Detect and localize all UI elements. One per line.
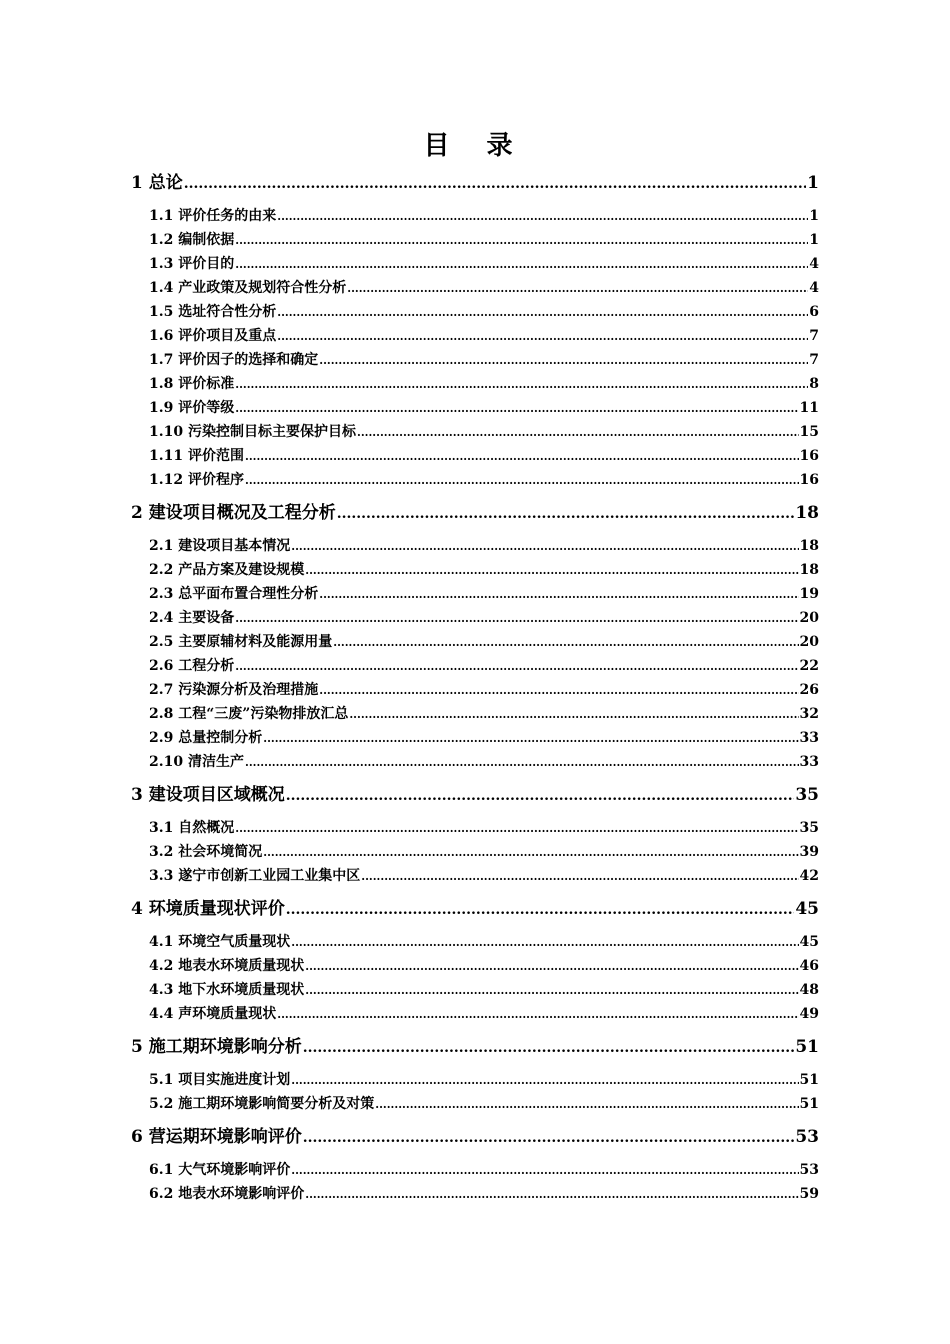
toc-chapter-entry[interactable] [131, 898, 819, 921]
toc-section-entry[interactable] [149, 680, 819, 701]
toc-entry-label: 5.2 施工期环境影响简要分析及对策 [149, 1096, 375, 1112]
toc-page-number: 18 [799, 562, 819, 578]
toc-dot-leader [245, 446, 799, 467]
toc-dot-leader [245, 752, 799, 773]
toc-entry-label: 1.2 编制依据 [149, 232, 235, 248]
toc-entry-label: 4.3 地下水环境质量现状 [149, 982, 305, 998]
toc-dot-leader [263, 728, 798, 749]
toc-page-number: 51 [799, 1072, 819, 1088]
toc-entry-label: 4 环境质量现状评价 [131, 899, 285, 919]
toc-page-number: 32 [799, 706, 819, 722]
toc-section-entry[interactable] [149, 752, 819, 773]
toc-entry-label: 1.8 评价标准 [149, 376, 235, 392]
toc-page-number: 22 [799, 658, 819, 674]
toc-page-number: 6 [809, 304, 819, 320]
toc-entry-label: 2.5 主要原辅材料及能源用量 [149, 634, 333, 650]
toc-page-number: 53 [799, 1162, 819, 1178]
toc-page-number: 7 [809, 352, 819, 368]
toc-page-number: 7 [809, 328, 819, 344]
toc-entry-label: 1.7 评价因子的选择和确定 [149, 352, 319, 368]
toc-section-entry[interactable] [149, 350, 819, 371]
toc-section-entry[interactable] [149, 632, 819, 653]
toc-dot-leader [245, 470, 799, 491]
toc-entry-label: 1.6 评价项目及重点 [149, 328, 277, 344]
toc-section-entry[interactable] [149, 1070, 819, 1091]
toc-page-number: 16 [799, 448, 819, 464]
toc-dot-leader [357, 422, 799, 443]
toc-entry-label: 1.10 污染控制目标主要保护目标 [149, 424, 356, 440]
toc-page-number: 49 [799, 1006, 819, 1022]
toc-entry-label: 6 营运期环境影响评价 [131, 1127, 302, 1147]
toc-dot-leader [286, 898, 795, 921]
toc-section-entry[interactable] [149, 374, 819, 395]
toc-page-number: 42 [799, 868, 819, 884]
toc-dot-leader [349, 704, 798, 725]
toc-entry-label: 1.12 评价程序 [149, 472, 244, 488]
toc-section-entry[interactable] [149, 842, 819, 863]
toc-chapter-entry[interactable] [131, 784, 819, 807]
toc-section-entry[interactable] [149, 656, 819, 677]
toc-section-entry[interactable] [149, 422, 819, 443]
toc-entry-label: 1.3 评价目的 [149, 256, 235, 272]
toc-entry-label: 2.6 工程分析 [149, 658, 235, 674]
toc-page-number: 8 [809, 376, 819, 392]
toc-page-number: 35 [799, 820, 819, 836]
toc-page-number: 46 [799, 958, 819, 974]
toc-dot-leader [337, 502, 795, 525]
toc-section-entry[interactable] [149, 254, 819, 275]
toc-section-entry[interactable] [149, 818, 819, 839]
toc-page-number: 16 [799, 472, 819, 488]
toc-dot-leader [291, 536, 798, 557]
toc-section-entry[interactable] [149, 470, 819, 491]
toc-dot-leader [286, 784, 795, 807]
toc-dot-leader [235, 398, 798, 419]
toc-section-entry[interactable] [149, 398, 819, 419]
toc-page-number: 19 [799, 586, 819, 602]
toc-section-entry[interactable] [149, 956, 819, 977]
toc-page-number: 45 [799, 934, 819, 950]
toc-section-entry[interactable] [149, 608, 819, 629]
toc-entry-label: 1.9 评价等级 [149, 400, 235, 416]
toc-dot-leader [235, 818, 798, 839]
toc-page-number: 26 [799, 682, 819, 698]
toc-page-number: 51 [799, 1096, 819, 1112]
toc-entry-label: 2.8 工程“三废”污染物排放汇总 [149, 706, 349, 722]
toc-entry-label: 1.1 评价任务的由来 [149, 208, 277, 224]
toc-chapter-entry[interactable] [131, 502, 819, 525]
toc-entry-label: 1.4 产业政策及规划符合性分析 [149, 280, 347, 296]
toc-entry-label: 1.5 选址符合性分析 [149, 304, 277, 320]
toc-page-number: 33 [799, 754, 819, 770]
toc-entry-label: 2.9 总量控制分析 [149, 730, 263, 746]
toc-page-number: 59 [799, 1186, 819, 1202]
toc-entry-label: 2.3 总平面布置合理性分析 [149, 586, 319, 602]
toc-dot-leader [235, 230, 808, 251]
toc-section-entry[interactable] [149, 1160, 819, 1181]
toc-section-entry[interactable] [149, 302, 819, 323]
toc-dot-leader [305, 1184, 798, 1205]
toc-dot-leader [319, 584, 798, 605]
toc-section-entry[interactable] [149, 278, 819, 299]
toc-dot-leader [277, 326, 808, 347]
toc-section-entry[interactable] [149, 728, 819, 749]
toc-section-entry[interactable] [149, 206, 819, 227]
toc-page-number: 18 [799, 538, 819, 554]
toc-page-number: 20 [799, 634, 819, 650]
toc-dot-leader [263, 842, 798, 863]
toc-dot-leader [291, 932, 798, 953]
toc-section-entry[interactable] [149, 326, 819, 347]
toc-section-entry[interactable] [149, 932, 819, 953]
toc-entry-label: 4.2 地表水环境质量现状 [149, 958, 305, 974]
toc-page-number: 11 [799, 400, 819, 416]
toc-page-number: 4 [809, 280, 819, 296]
toc-page-number: 39 [799, 844, 819, 860]
toc-section-entry[interactable] [149, 980, 819, 1001]
toc-entry-label: 5 施工期环境影响分析 [131, 1037, 302, 1057]
toc-section-entry[interactable] [149, 536, 819, 557]
toc-section-entry[interactable] [149, 230, 819, 251]
toc-section-entry[interactable] [149, 1004, 819, 1025]
toc-entry-label: 3 建设项目区域概况 [131, 785, 285, 805]
toc-entry-label: 3.3 遂宁市创新工业园工业集中区 [149, 868, 361, 884]
toc-entry-label: 2.2 产品方案及建设规模 [149, 562, 305, 578]
toc-section-entry[interactable] [149, 704, 819, 725]
toc-entry-label: 2.4 主要设备 [149, 610, 235, 626]
toc-page-number: 1 [807, 173, 819, 193]
toc-chapter-entry[interactable] [131, 1036, 819, 1059]
toc-dot-leader [235, 608, 798, 629]
toc-entry-label: 6.2 地表水环境影响评价 [149, 1186, 305, 1202]
toc-page-number: 48 [799, 982, 819, 998]
toc-page-number: 45 [795, 899, 819, 919]
toc-page-number: 18 [795, 503, 819, 523]
toc-page-number: 1 [809, 232, 819, 248]
toc-entry-label: 2.7 污染源分析及治理措施 [149, 682, 319, 698]
toc-entry-label: 2 建设项目概况及工程分析 [131, 503, 336, 523]
toc-entry-label: 3.1 自然概况 [149, 820, 235, 836]
toc-dot-leader [277, 302, 808, 323]
toc-dot-leader [347, 278, 808, 299]
toc-entry-label: 4.1 环境空气质量现状 [149, 934, 291, 950]
toc-section-entry[interactable] [149, 584, 819, 605]
toc-dot-leader [235, 656, 798, 677]
toc-dot-leader [303, 1126, 795, 1149]
toc-page-number: 15 [799, 424, 819, 440]
toc-dot-leader [319, 350, 808, 371]
toc-page-number: 4 [809, 256, 819, 272]
toc-dot-leader [277, 1004, 798, 1025]
toc-page-number: 33 [799, 730, 819, 746]
toc-dot-leader [305, 956, 798, 977]
toc-dot-leader [277, 206, 808, 227]
toc-entry-label: 1.11 评价范围 [149, 448, 244, 464]
toc-section-entry[interactable] [149, 866, 819, 887]
toc-dot-leader [235, 254, 808, 275]
toc-entry-label: 2.10 清洁生产 [149, 754, 244, 770]
toc-dot-leader [235, 374, 808, 395]
toc-dot-leader [375, 1094, 798, 1115]
toc-entry-label: 6.1 大气环境影响评价 [149, 1162, 291, 1178]
toc-dot-leader [291, 1070, 798, 1091]
toc-chapter-entry[interactable] [131, 172, 819, 195]
page-title: 目 录 [423, 131, 527, 161]
toc-dot-leader [184, 172, 806, 195]
toc-section-entry[interactable] [149, 1184, 819, 1205]
toc-page-number: 20 [799, 610, 819, 626]
toc-entry-label: 3.2 社会环境简况 [149, 844, 263, 860]
toc-entry-label: 2.1 建设项目基本情况 [149, 538, 291, 554]
toc-page-number: 1 [809, 208, 819, 224]
toc-dot-leader [305, 980, 798, 1001]
toc-section-entry[interactable] [149, 446, 819, 467]
toc-page-number: 53 [795, 1127, 819, 1147]
toc-entry-label: 4.4 声环境质量现状 [149, 1006, 277, 1022]
toc-dot-leader [305, 560, 798, 581]
toc-dot-leader [333, 632, 798, 653]
toc-page-number: 51 [795, 1037, 819, 1057]
toc-section-entry[interactable] [149, 560, 819, 581]
toc-entry-label: 5.1 项目实施进度计划 [149, 1072, 291, 1088]
toc-page-number: 35 [795, 785, 819, 805]
toc-section-entry[interactable] [149, 1094, 819, 1115]
toc-entry-label: 1 总论 [131, 173, 183, 193]
toc-dot-leader [361, 866, 798, 887]
toc-dot-leader [291, 1160, 798, 1181]
toc-chapter-entry[interactable] [131, 1126, 819, 1149]
toc-dot-leader [303, 1036, 795, 1059]
toc-dot-leader [319, 680, 798, 701]
